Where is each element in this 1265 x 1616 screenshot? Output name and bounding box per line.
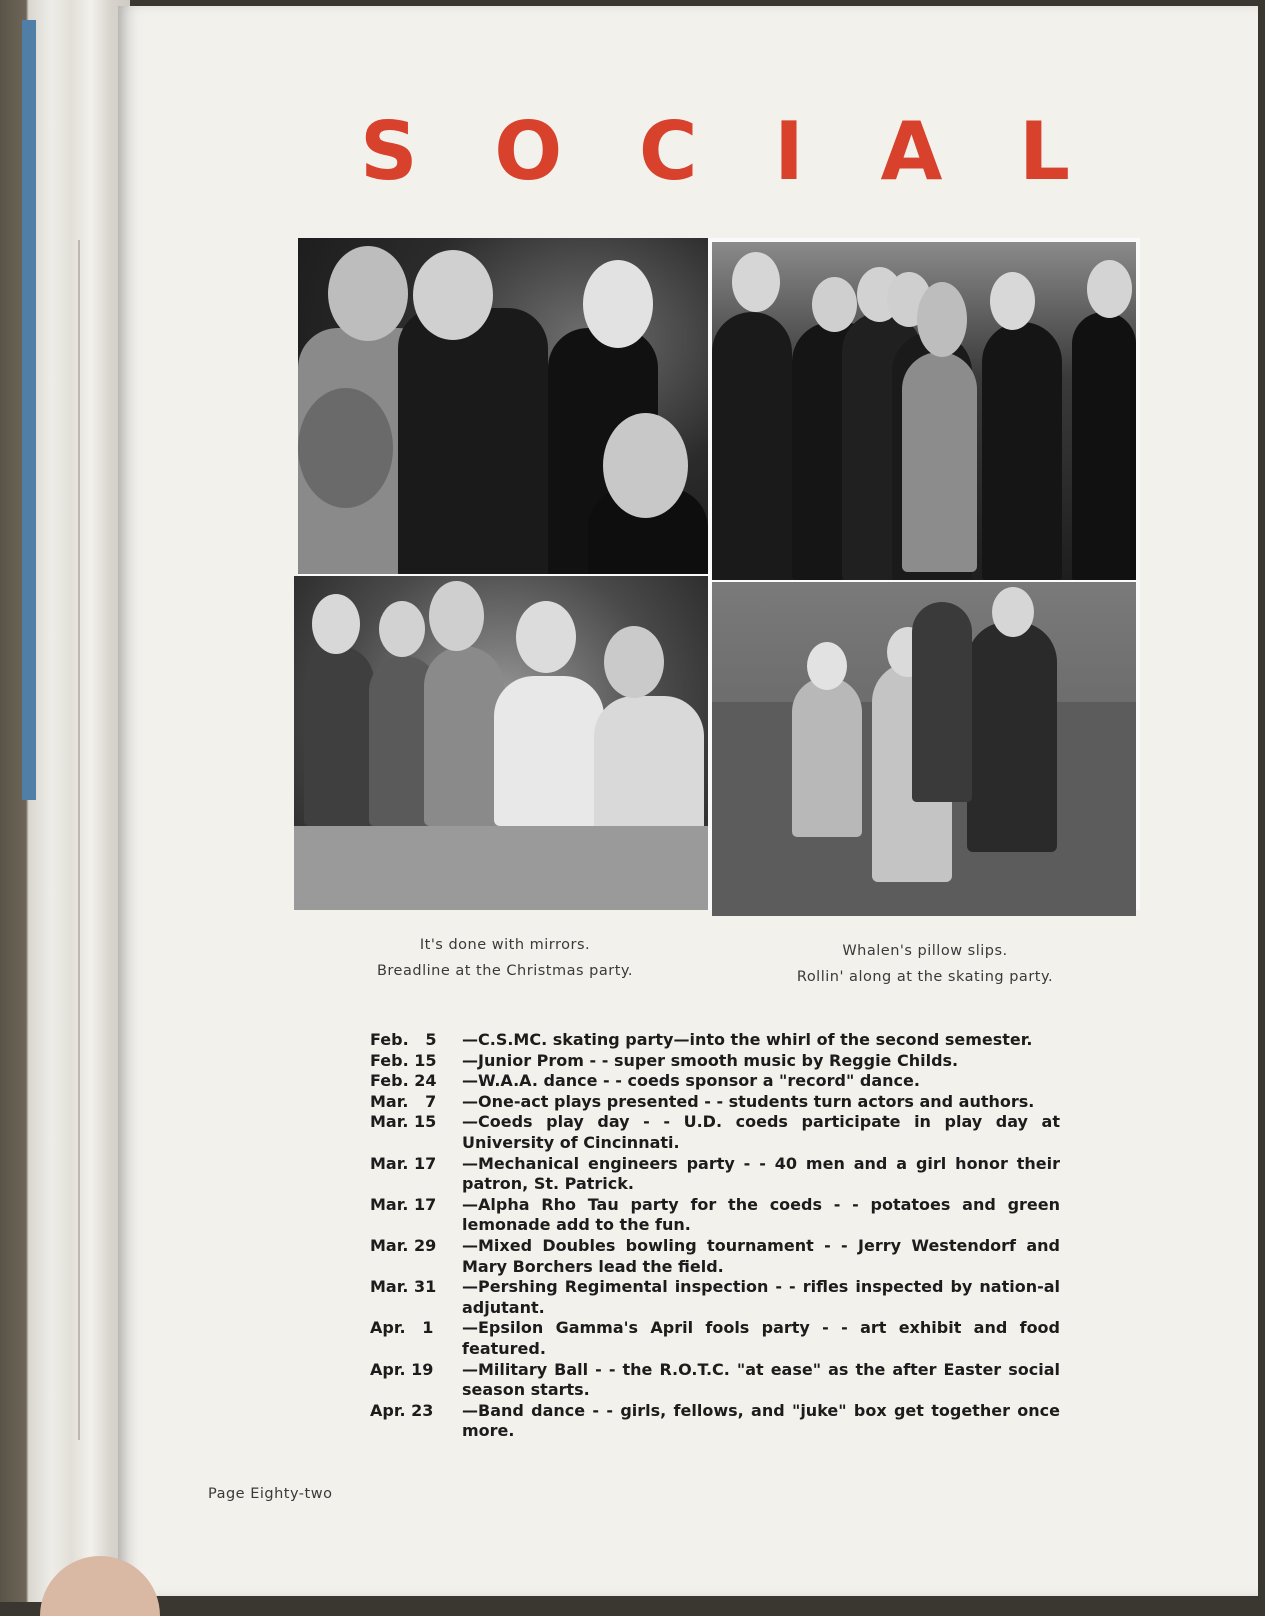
- skating-photo: [712, 582, 1136, 916]
- event-description: —W.A.A. dance - - coeds sponsor a "record" dance.: [462, 1071, 920, 1091]
- event-description: —Epsilon Gamma's April fools party - - art exhibit and food featured.: [462, 1318, 1060, 1358]
- event-description: —Junior Prom - - super smooth music by Reggie Childs.: [462, 1050, 959, 1070]
- caption-mirrors: It's done with mirrors.: [419, 937, 591, 953]
- event-description: —C.S.MC. skating party—into the whirl of the second semester.: [462, 1030, 1033, 1049]
- event-date: Mar. 17: [370, 1194, 437, 1214]
- event-entry: [370, 1236, 1060, 1277]
- event-entry: [370, 1112, 1060, 1153]
- event-description: —Pershing Regimental inspection - - rifles inspected by nation-al adjutant.: [462, 1277, 1060, 1317]
- event-description: —Mechanical engineers party - - 40 men and a girl honor their patron, St. Patrick.: [462, 1153, 1060, 1194]
- event-entry: [370, 1092, 1060, 1113]
- title-letter: I: [774, 105, 804, 198]
- event-date: Mar. 15: [370, 1112, 437, 1132]
- caption-pillow-slips: Whalen's pillow slips.: [842, 943, 1008, 959]
- event-date: Mar. 7: [370, 1091, 437, 1111]
- event-entry: [370, 1030, 1060, 1051]
- event-date: Mar. 29: [370, 1235, 437, 1255]
- title-letter: A: [880, 105, 943, 198]
- pillow-slips-photo: [712, 242, 1136, 580]
- event-description: —One-act plays presented - - students turn actors and authors.: [462, 1091, 1035, 1111]
- event-date: Mar. 17: [370, 1153, 437, 1173]
- event-date: Feb. 24: [370, 1071, 437, 1091]
- caption-left: [340, 932, 670, 984]
- title-letter: S: [360, 105, 418, 198]
- event-description: —Military Ball - - the R.O.T.C. "at ease" as the after Easter social season starts.: [462, 1359, 1060, 1400]
- event-entry: [370, 1195, 1060, 1236]
- title-letter: O: [494, 105, 563, 198]
- event-date: Apr. 23: [370, 1400, 434, 1420]
- event-entry: [370, 1318, 1060, 1359]
- event-entry: [370, 1051, 1060, 1072]
- event-entry: [370, 1154, 1060, 1195]
- photo-grid: [298, 238, 1140, 910]
- event-date: Mar. 31: [370, 1277, 437, 1297]
- mirrors-photo: [298, 238, 708, 574]
- caption-right: [765, 938, 1085, 990]
- event-entry: [370, 1360, 1060, 1401]
- event-entry: [370, 1277, 1060, 1318]
- event-description: —Band dance - - girls, fellows, and "juke" box get together once more.: [462, 1400, 1060, 1441]
- event-date: Feb. 5: [370, 1030, 437, 1049]
- event-date: Feb. 15: [370, 1050, 437, 1070]
- event-description: —Coeds play day - - U.D. coeds participate in play day at University of Cincinnati.: [462, 1112, 1060, 1152]
- event-entry: [370, 1401, 1060, 1442]
- event-date: Apr. 1: [370, 1318, 434, 1338]
- page-stack-edge: [0, 0, 130, 1602]
- page-title: [360, 105, 1070, 198]
- title-letter: L: [1019, 105, 1070, 198]
- breadline-photo: [294, 576, 708, 910]
- title-letter: C: [638, 105, 698, 198]
- page-number: Page Eighty-two: [208, 1486, 333, 1502]
- caption-breadline: Breadline at the Christmas party.: [376, 963, 634, 979]
- event-calendar: [370, 1030, 1060, 1442]
- caption-skating: Rollin' along at the skating party.: [796, 969, 1054, 985]
- event-entry: [370, 1071, 1060, 1092]
- event-description: —Mixed Doubles bowling tournament - - Jerry Westendorf and Mary Borchers lead the field.: [462, 1235, 1060, 1276]
- event-description: —Alpha Rho Tau party for the coeds - - potatoes and green lemonade add to the fun.: [462, 1194, 1060, 1235]
- blue-page-edge: [22, 20, 36, 800]
- page-edge-line: [78, 240, 80, 1440]
- event-date: Apr. 19: [370, 1359, 434, 1379]
